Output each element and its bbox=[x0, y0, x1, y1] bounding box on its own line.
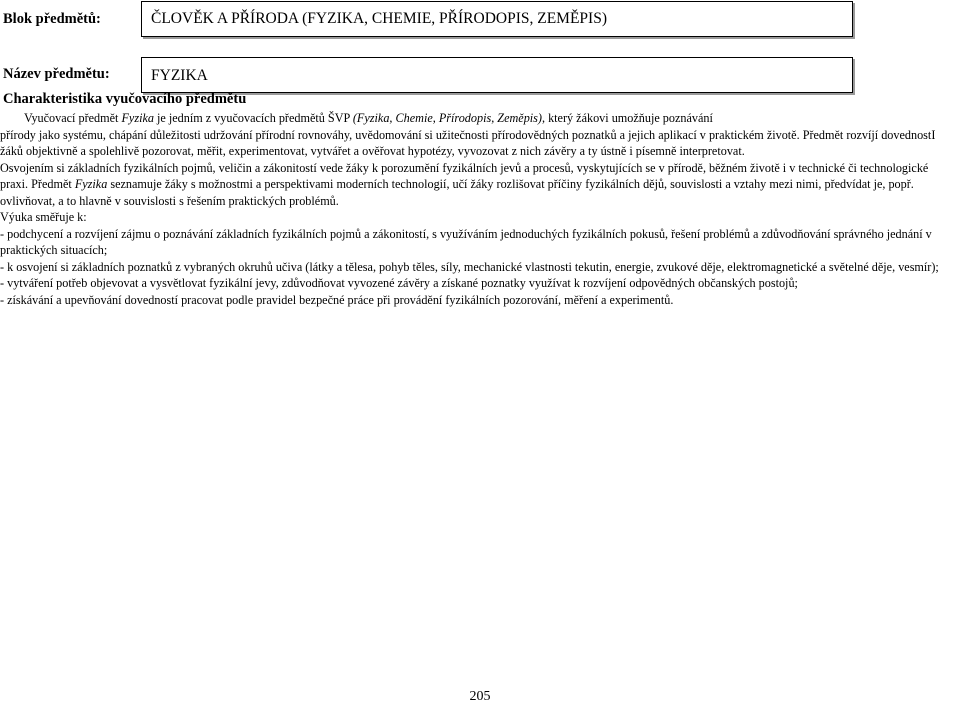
paragraph-intro-cont bbox=[0, 127, 958, 160]
subject-name-label: Název předmětu: bbox=[3, 66, 110, 82]
aims-heading: Výuka směřuje k: bbox=[0, 210, 87, 224]
text-run: Osvojením si základních fyzikálních pojmů, veličin a zákonitostí vede žáky k porozumění fyzikálních jevů a procesů, vyskytujících se v přírodě, běžném životě i v technické či technologické praxi. Předmět bbox=[0, 160, 929, 191]
aim-item: - získávání a upevňování dovedností pracovat podle pravidel bezpečné práce při provádění fyzikálních pozorování, měření a experimentů. bbox=[0, 292, 674, 307]
text-run: je jedním z vyučovacích předmětů ŠVP bbox=[153, 111, 353, 125]
aim-item: - k osvojení si základních poznatků z vybraných okruhů učiva (látky a tělesa, pohyb těles, síly, mechanické vlastnosti tekutin, energie, zvukové děje, elektromagnetické a světelné děje, vesmír); bbox=[0, 259, 939, 274]
subject-italic: Fyzika bbox=[121, 111, 154, 125]
subject-italic: Fyzika bbox=[74, 177, 108, 191]
page-number: 205 bbox=[469, 689, 491, 704]
text-run: , který žákovi umožňuje poznávání bbox=[541, 111, 713, 125]
text-run: seznamuje žáky s možnostmi a perspektivami moderních technologií, učí žáky rozlišovat příčiny fyzikálních dějů, souvislosti a vztahy mezi nimi, předvídat je, popř. ovlivňovat, a to hlavně v souvislosti s řešením praktických problémů. bbox=[0, 177, 914, 208]
subject-name-box: FYZIKA bbox=[141, 57, 853, 93]
subjects-italic: (Fyzika, Chemie, Přírodopis, Zeměpis) bbox=[352, 111, 542, 125]
characteristics-text bbox=[0, 110, 958, 308]
paragraph-intro bbox=[24, 110, 958, 127]
text-run: Vyučovací předmět bbox=[24, 111, 122, 125]
block-value-box: ČLOVĚK A PŘÍRODA (FYZIKA, CHEMIE, PŘÍRODOPIS, ZEMĚPIS) bbox=[141, 1, 853, 37]
section-title: Charakteristika vyučovacího předmětu bbox=[3, 91, 247, 107]
paragraph-two bbox=[0, 160, 958, 210]
block-label: Blok předmětů: bbox=[3, 11, 101, 27]
text-run: přírody jako systému, chápání důležitosti udržování přírodní rovnováhy, uvědomování si užitečnosti přírodovědných poznatků a jejich aplikací v praktickém životě. Předmět rozvíjí dovednostI žáků objektivně a spolehlivě pozorovat, měřit, experimentovat, vytvářet a ověřovat hypotézy, vyvozovat z nich závěry a ty ústně i písemně interpretovat. bbox=[0, 127, 936, 158]
aim-item: - podchycení a rozvíjení zájmu o poznávání základních fyzikálních pojmů a zákonitostí, s využíváním jednoduchých fyzikálních pokusů, řešení problémů a zdůvodňování správného jednání v praktických situacích; bbox=[0, 226, 932, 257]
aim-item: - vytváření potřeb objevovat a vysvětlovat fyzikální jevy, zdůvodňovat vyvozené závěry a získané poznatky využívat k rozvíjení odpovědných občanských postojů; bbox=[0, 276, 798, 290]
